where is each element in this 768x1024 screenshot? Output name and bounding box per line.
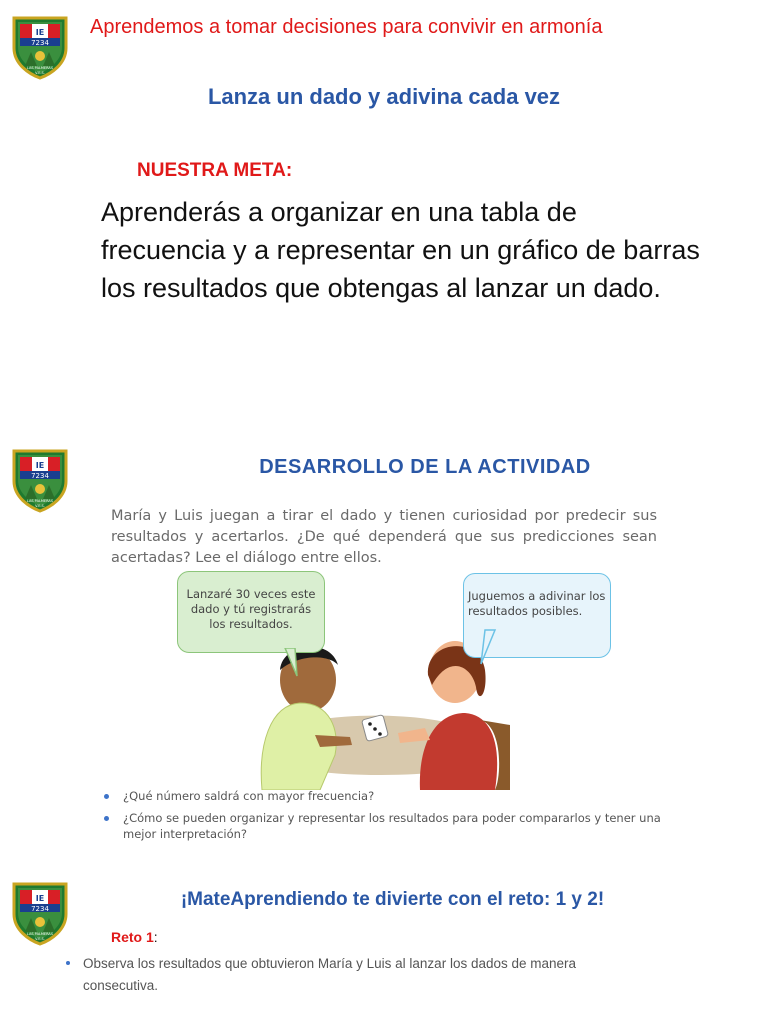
speech-bubble-boy: Lanzaré 30 veces este dado y tú registrarás los resultados.: [177, 571, 325, 653]
page-title: Aprendemos a tomar decisiones para convivir en armonía: [90, 16, 603, 38]
svg-text:LAS PALMERAS: LAS PALMERAS: [26, 932, 54, 936]
school-crest-logo: [11, 14, 69, 80]
question-item: ¿Cómo se pueden organizar y representar los resultados para poder compararlos y tener una mejor interpretación?: [103, 810, 663, 842]
speech-bubble-tail: [479, 626, 499, 666]
activity-title: DESARROLLO DE LA ACTIVIDAD: [259, 456, 591, 478]
question-item: ¿Qué número saldrá con mayor frecuencia?: [103, 788, 663, 804]
challenge-label: Reto 1:: [111, 929, 158, 945]
svg-text:7234: 7234: [31, 39, 49, 47]
challenge-text: Observa los resultados que obtuvieron María y Luis al lanzar los dados de manera consecutiva.: [66, 953, 626, 997]
svg-text:V.E.S.: V.E.S.: [35, 504, 45, 508]
activity-paragraph: María y Luis juegan a tirar el dado y tienen curiosidad por predecir sus resultados y acertarlos. ¿De qué dependerá que sus predicciones sean acertadas? Lee el diálogo entre ellos.: [111, 508, 657, 566]
question-list: [103, 788, 663, 848]
svg-text:7234: 7234: [31, 472, 49, 480]
challenge-title: ¡MateAprendiendo te divierte con el reto: 1 y 2!: [180, 889, 605, 910]
speech-bubble-tail: [283, 648, 303, 678]
svg-text:IE: IE: [35, 28, 45, 37]
goal-label: NUESTRA META:: [137, 160, 293, 181]
svg-text:IE: IE: [35, 894, 45, 903]
svg-text:7234: 7234: [31, 905, 49, 913]
bullet-dot: [66, 961, 70, 965]
goal-text: Aprenderás a organizar en una tabla de frecuencia y a representar en un gráfico de barras los resultados que obtengas al lanzar un dado.: [101, 197, 700, 303]
page-subtitle: Lanza un dado y adivina cada vez: [207, 84, 561, 109]
svg-text:IE: IE: [35, 461, 45, 470]
svg-text:V.E.S.: V.E.S.: [35, 71, 45, 75]
speech-bubble-girl: Juguemos a adivinar los resultados posibles.: [463, 573, 611, 658]
svg-text:LAS PALMERAS: LAS PALMERAS: [26, 499, 54, 503]
svg-text:LAS PALMERAS: LAS PALMERAS: [26, 66, 54, 70]
svg-text:V.E.S.: V.E.S.: [35, 937, 45, 941]
